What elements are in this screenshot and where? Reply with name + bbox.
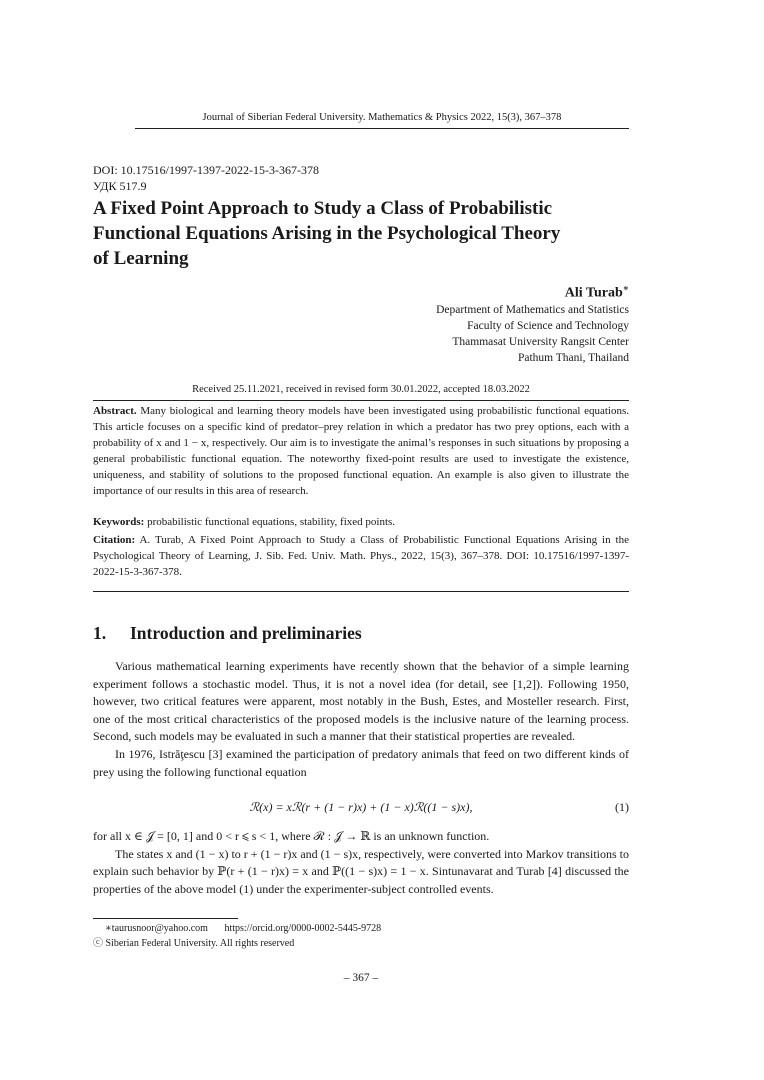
- footnotes: [93, 921, 381, 951]
- paragraph: In 1976, Istrăţescu [3] examined the participation of predatory animals that feed on two different kinds of prey using the following functional equation: [93, 746, 629, 779]
- equation-1: [93, 800, 629, 815]
- footnote-copyright: ⓒ Siberian Federal University. All rights reserved: [93, 938, 295, 949]
- abstract-label: Abstract.: [93, 405, 137, 417]
- author-name: Ali Turab: [564, 285, 623, 301]
- paragraph: Various mathematical learning experiments have recently shown that the behavior of a simple learning experiment follows a stochastic model. Thus, it is not a novel idea (for detail, see [1,2]). Following 1950, however, two critical features were apparent, most notably in the Bush, Estes, and Mosteller research. First, one of the most critical characteristics of the proposed models is the inclusive nature of the learning process. Second, such models may be evaluated in such a manner that their statistical properties are revealed.: [93, 659, 629, 744]
- page-number: – 367 –: [343, 972, 379, 984]
- section-heading: [93, 623, 362, 644]
- doi: DOI: 10.17516/1997-1397-2022-15-3-367-378: [93, 163, 319, 177]
- body-continued: [93, 828, 629, 898]
- author: [565, 283, 629, 302]
- abstract-bottom-rule: [93, 591, 629, 592]
- citation-label: Citation:: [93, 534, 136, 546]
- author-footnote-mark: ∗: [622, 283, 629, 293]
- keywords: [93, 514, 629, 530]
- footnote-rule: [93, 918, 238, 919]
- footnote-orcid: https://orcid.org/0000-0002-5445-9728: [224, 923, 382, 934]
- affiliation-line: Faculty of Science and Technology: [467, 320, 629, 332]
- title-line: A Fixed Point Approach to Study a Class of Probabilistic: [93, 198, 553, 219]
- affiliation-line: Department of Mathematics and Statistics: [436, 304, 629, 316]
- footnote-email: ∗taurusnoor@yahoo.com: [105, 923, 208, 934]
- running-header: Journal of Siberian Federal University. Mathematics & Physics 2022, 15(3), 367–378: [202, 112, 562, 123]
- body-intro: [93, 658, 629, 781]
- abstract-text: Many biological and learning theory models have been investigated using probabilistic functional equations. This article focuses on a specific kind of predator–prey relation in which a predator has two prey options, each with a probability of x and 1 − x, respectively. Our aim is to investigate the animal’s responses in such situations by proposing a general probabilistic functional equation. The noteworthy fixed-point results are used to investigate the existence, uniqueness, and stability of solutions to the proposed functional equation. An example is also given to illustrate the importance of our results in this area of research.: [93, 405, 630, 498]
- udk: УДК 517.9: [93, 179, 147, 193]
- keywords-label: Keywords:: [93, 516, 145, 528]
- abstract-top-rule: [93, 400, 629, 401]
- section-number: 1.: [93, 623, 107, 643]
- affiliation-line: Thammasat University Rangsit Center: [452, 336, 629, 348]
- keywords-text: probabilistic functional equations, stability, fixed points.: [147, 516, 396, 528]
- title-line: Functional Equations Arising in the Psychological Theory: [93, 223, 561, 244]
- abstract: [93, 403, 629, 500]
- title-line: of Learning: [93, 248, 189, 269]
- equation-number: (1): [615, 800, 629, 814]
- equation-content: ℛ(x) = xℛ(r + (1 − r)x) + (1 − x)ℛ((1 − s)x),: [249, 800, 473, 814]
- citation-text: A. Turab, A Fixed Point Approach to Study a Class of Probabilistic Functional Equations Arising in the Psychological Theory of Learning, J. Sib. Fed. Univ. Math. Phys., 2022, 15(3), 367–378. DOI: 10.17516/1997-1397-2022-15-3-367-378.: [93, 534, 629, 579]
- citation: [93, 532, 629, 580]
- affiliation-line: Pathum Thani, Thailand: [517, 352, 629, 364]
- paragraph: for all x ∈ 𝒥 = [0, 1] and 0 < r ⩽ s < 1, where ℛ : 𝒥 → ℝ is an unknown function.: [93, 829, 490, 843]
- received-dates: Received 25.11.2021, received in revised form 30.01.2022, accepted 18.03.2022: [192, 384, 530, 395]
- paragraph: The states x and (1 − x) to r + (1 − r)x and (1 − s)x, respectively, were converted into Markov transitions to explain such behavior by ℙ(r + (1 − r)x) = x and ℙ((1 − s)x) = 1 − x. Sintunavarat and Turab [4] discussed the properties of the above model (1) under the experimenter-subject controlled events.: [93, 846, 629, 896]
- affiliation: [436, 302, 629, 366]
- header-rule: [135, 128, 629, 129]
- section-title: Introduction and preliminaries: [130, 623, 362, 643]
- paper-title: [93, 196, 633, 271]
